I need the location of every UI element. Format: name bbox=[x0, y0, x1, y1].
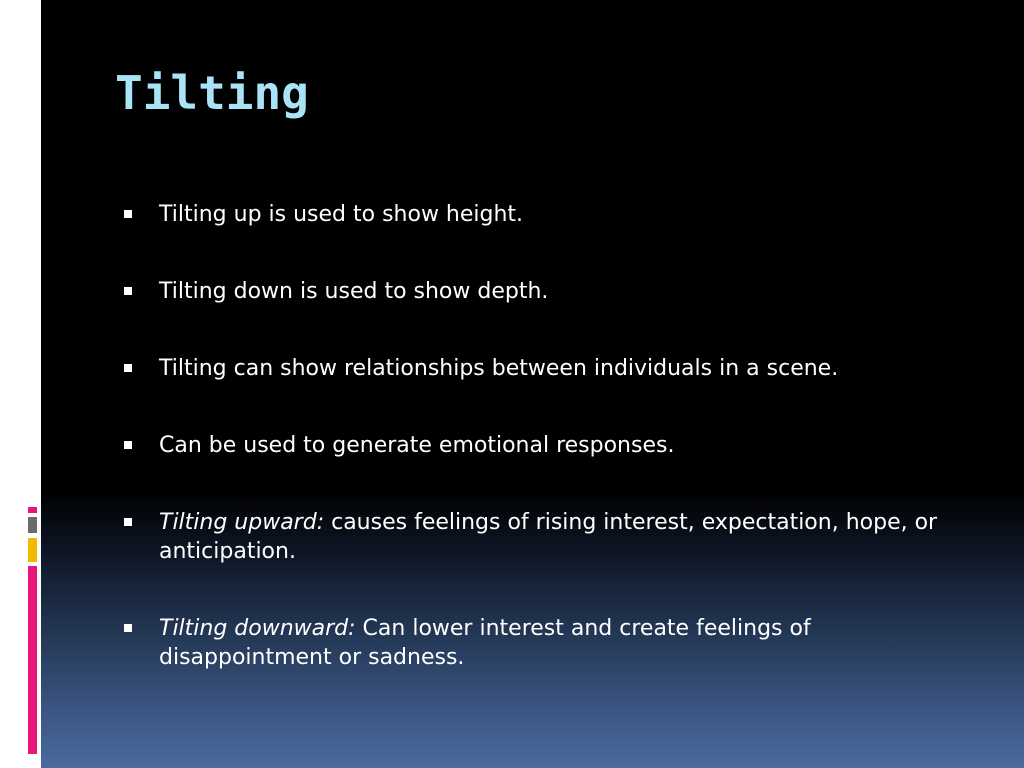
accent-bar-gray bbox=[28, 517, 37, 533]
bullet-text: Tilting up is used to show height. bbox=[159, 202, 524, 227]
square-bullet-icon bbox=[124, 210, 132, 218]
square-bullet-icon bbox=[124, 364, 132, 372]
bullet-emphasis: Tilting downward: bbox=[159, 616, 356, 641]
bullet-text: causes feelings of rising interest, expectation, hope, or anticipation. bbox=[159, 510, 938, 564]
square-bullet-icon bbox=[124, 518, 132, 526]
bullet-text: Tilting can show relationships between individuals in a scene. bbox=[159, 356, 839, 381]
bullet-list bbox=[120, 200, 940, 720]
square-bullet-icon bbox=[124, 441, 132, 449]
bullet-item bbox=[120, 431, 940, 460]
bullet-text: Can be used to generate emotional responses. bbox=[159, 433, 675, 458]
bullet-emphasis: Tilting upward: bbox=[159, 510, 325, 535]
slide-title: Tilting bbox=[115, 66, 309, 120]
accent-bar-pink-long bbox=[28, 566, 37, 754]
bullet-text: Can lower interest and create feelings of disappointment or sadness. bbox=[159, 616, 811, 670]
square-bullet-icon bbox=[124, 624, 132, 632]
accent-bar-pink-top bbox=[28, 507, 37, 513]
bullet-item bbox=[120, 277, 940, 306]
accent-bar-gold bbox=[28, 538, 37, 562]
square-bullet-icon bbox=[124, 287, 132, 295]
bullet-item bbox=[120, 614, 940, 672]
bullet-item bbox=[120, 354, 940, 383]
bullet-item bbox=[120, 508, 940, 566]
bullet-text: Tilting down is used to show depth. bbox=[159, 279, 549, 304]
bullet-item bbox=[120, 200, 940, 229]
accent-bar-group bbox=[28, 0, 37, 768]
